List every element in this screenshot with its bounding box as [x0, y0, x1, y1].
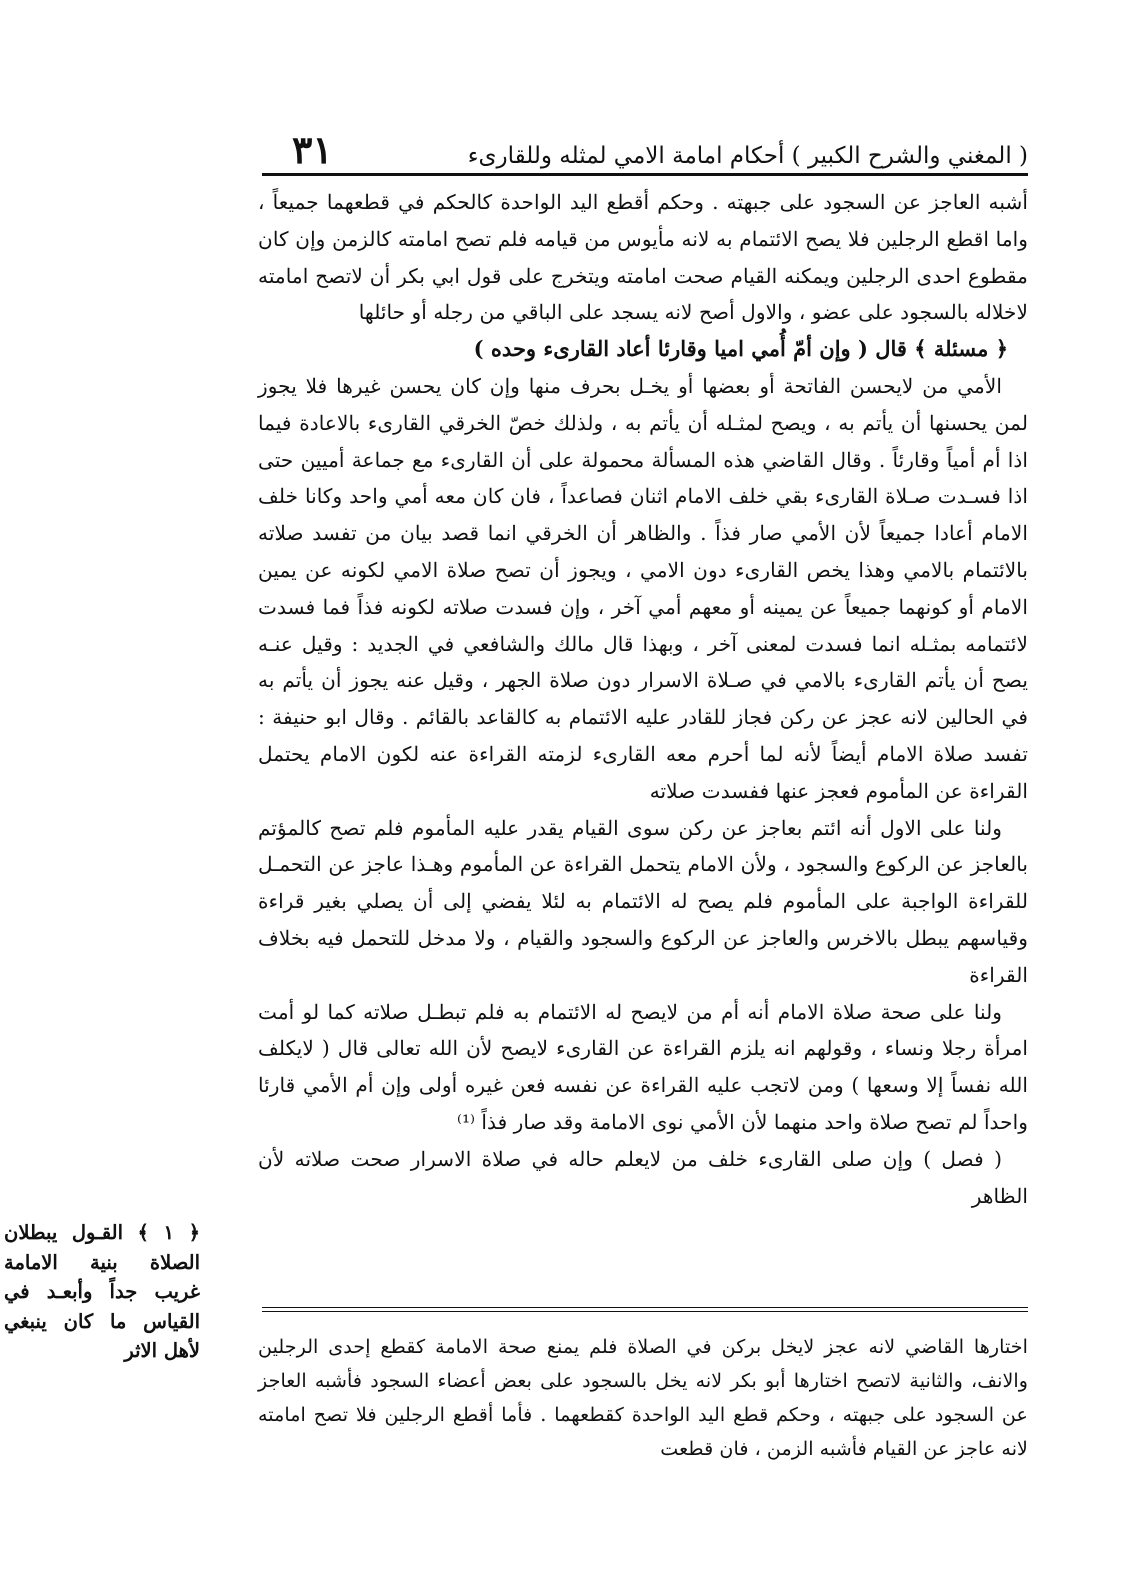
paragraph: ولنا على صحة صلاة الامام أنه أم من لايصح له الائتمام به فلم تبطـل صلاته كما لو أمت امرأة رجلا ونساء ، وقولهم انه يلزم القراءة عن القارىء لايصح لأن الله تعالى قال ( لايكلف الله نفساً إلا وسعها ) ومن لاتجب عليه القراءة عن نفسه فعن غيره أولى وإن أم الأمي قارئا واحداً لم تصح صلاة واحد منهما لأن الأمي نوى الامامة وقد صار فذاً ⁽¹⁾: [258, 999, 1028, 1134]
running-header: [262, 128, 1028, 176]
paragraph: الأمي من لايحسن الفاتحة أو بعضها أو يخـل بحرف منها وإن كان يحسن غيرها فلا يجوز لمن يحسنها أن يأتم به ، ويصح لمثـله أن يأتم به ، ولذلك خصّ الخرقي القارىء بالاعادة فيما اذا أم أمياً وقارئاً . وقال القاضي هذه المسألة محمولة على أن القارىء مع جماعة أميين حتى اذا فسـدت صـلاة القارىء بقي خلف الامام اثنان فصاعداً ، فان كان معه أمي واحد وكانا خلف الامام أعادا جميعاً لأن الأمي صار فذاً . والظاهر أن الخرقي انما قصد بيان من تفسد صلاته بالائتمام بالامي وهذا يخص القارىء دون الامي ، ويجوز أن تصح صلاة الامي لكونه عن يمين الامام أو كونهما جميعاً عن يمينه أو معهم أمي آخر ، وإن فسدت صلاته لكونه فذاً فما فسدت لائتمامه بمثـله انما فسدت لمعنى آخر ، وبهذا قال مالك والشافعي في الجديد : وقيل عنـه يصح أن يأتم القارىء بالامي في صـلاة الاسرار دون صلاة الجهر ، وقيل عنه يجوز أن يأتم به في الحالين لانه عجز عن ركن فجاز للقادر عليه الائتمام به كالقاعد بالقائم . وقال ابو حنيفة : تفسد صلاة الامام أيضاً لأنه لما أحرم معه القارىء لزمته القراءة عنه لكون الامام يحتمل القراءة عن المأموم فعجز عنها ففسدت صلاته: [258, 373, 1028, 803]
page-number: ٣١: [292, 127, 333, 172]
footnote-divider: [262, 1307, 1028, 1312]
margin-note: ﴿ ١ ﴾ القـول يبطلان الصلاة بنية الامامة غريب جداً وأبعـد في القياس ما كان ينبغي لأهل الاثر: [4, 1221, 200, 1362]
main-text: [258, 184, 1028, 1214]
footnote-paragraph: اختارها القاضي لانه عجز لايخل بركن في الصلاة فلم يمنع صحة الامامة كقطع إحدى الرجلين والانف، والثانية لاتصح اختارها أبو بكر لانه يخل بالسجود على بعض أعضاء السجود فأشبه العاجز عن السجود على جبهته ، وحكم قطع اليد الواحدة كقطعهما . فأما أقطع الرجلين فلا تصح امامته لانه عاجز عن القيام فأشبه الزمن ، فان قطعت: [258, 1335, 1028, 1460]
footnote-text: [258, 1330, 1028, 1466]
paragraph: أشبه العاجز عن السجود على جبهته . وحكم أقطع اليد الواحدة كالحكم في قطعهما جميعاً ، واما اقطع الرجلين فلا يصح الائتمام به لانه مأيوس من قيامه فلم تصح امامته كالزمن وإن كان مقطوع احدى الرجلين ويمكنه القيام صحت امامته ويتخرج على قول ابي بكر أن لاتصح امامته لاخلاله بالسجود على عضو ، والاول أصح لانه يسجد على الباقي من رجله أو حائلها: [258, 190, 1028, 325]
section-heading: ﴿ مسئلة ﴾ قال ( وإن أمّ أُمي اميا وقارئا أعاد القارىء وحده ): [473, 336, 1008, 362]
paragraph: ( فصل ) وإن صلى القارىء خلف من لايعلم حاله في صلاة الاسرار صحت صلاته لأن الظاهر: [258, 1146, 1028, 1208]
header-title: ( المغني والشرح الكبير ) أحكام امامة الامي لمثله وللقارىء: [467, 143, 1028, 169]
paragraph: ولنا على الاول أنه ائتم بعاجز عن ركن سوى القيام يقدر عليه المأموم فلم تصح كالمؤتم بالعاجز عن الركوع والسجود ، ولأن الامام يتحمل القراءة عن المأموم وهـذا عاجز عن التحمـل للقراءة الواجبة على المأموم فلم يصح له الائتمام به لئلا يفضي إلى أن يصلي بغير قراءة وقياسهم يبطل بالاخرس والعاجز عن الركوع والسجود والقيام ، ولا مدخل للتحمل فيه بخلاف القراءة: [258, 815, 1028, 987]
